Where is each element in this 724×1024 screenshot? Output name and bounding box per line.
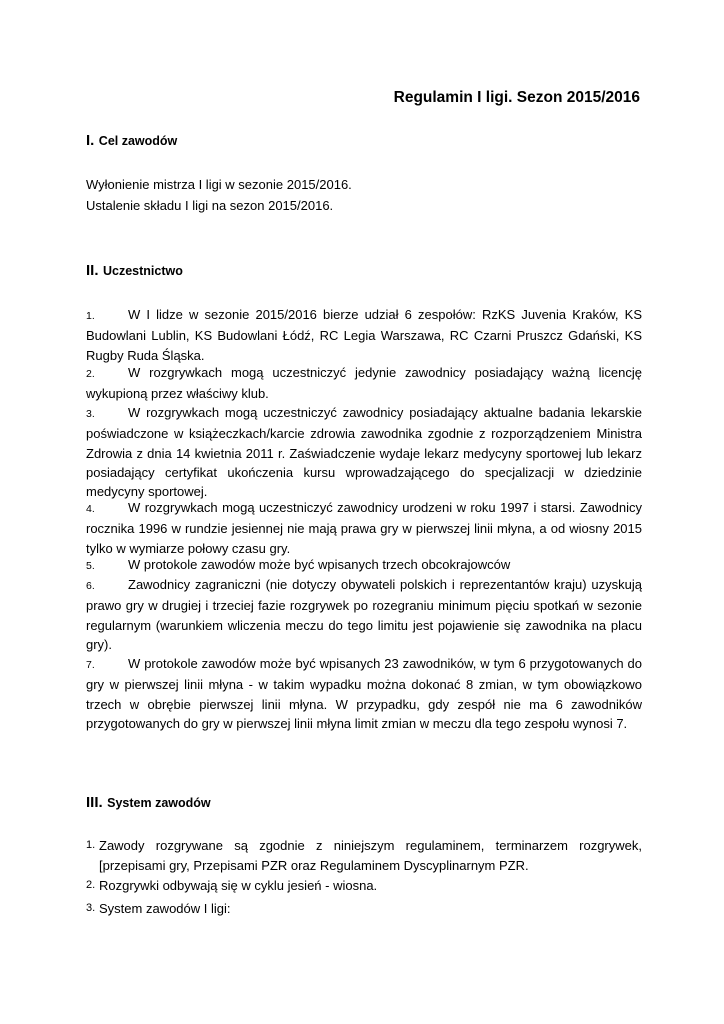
list-item <box>86 836 642 875</box>
section-heading-3 <box>86 794 211 812</box>
item-number: 1. <box>86 839 96 851</box>
section-number: II. <box>86 262 99 279</box>
item-text: W I lidze w sezonie 2015/2016 bierze udział 6 zespołów: RzKS Juvenia Kraków, KS Budowlani Lublin, KS Budowlani Łódź, RC Legia Warszawa, RC Czarni Pruszcz Gdański, KS Rugby Ruda Śląska. <box>86 307 642 363</box>
section-heading-1 <box>86 132 177 150</box>
item-text: Rozgrywki odbywają się w cyklu jesień - wiosna. <box>99 878 378 893</box>
list-item <box>86 575 642 654</box>
paragraph-line: Ustalenie składu I ligi na sezon 2015/2016. <box>86 198 334 213</box>
item-number: 1. <box>86 310 95 322</box>
item-number: 5. <box>86 560 95 572</box>
list-item <box>86 899 642 919</box>
item-text: Zawody rozgrywane są zgodnie z niniejszym regulaminem, terminarzem rozgrywek, [przepisami gry, Przepisami PZR oraz Regulaminem Dyscyplinarnym PZR. <box>99 838 642 873</box>
section-heading-2 <box>86 262 183 280</box>
section-number: III. <box>86 794 103 811</box>
list-item <box>86 403 642 501</box>
paragraph-line: Wyłonienie mistrza I ligi w sezonie 2015/2016. <box>86 177 352 192</box>
item-text: W protokole zawodów może być wpisanych 23 zawodników, w tym 6 przygotowanych do gry w pierwszej linii młyna - w takim wypadku można dokonać 8 zmian, w tym obowiązkowo trzech w obrębie pierwszej linii młyna. W przypadku, gdy zespół nie ma 6 zawodników przygotowanych do gry w pierwszej linii młyna limit zmian w meczu dla tego zespołu wynosi 7. <box>86 656 642 731</box>
item-text: W rozgrywkach mogą uczestniczyć zawodnicy urodzeni w roku 1997 i starsi. Zawodnicy rocznika 1996 w rundzie jesiennej nie mają prawa gry w pierwszej linii młyna, a od wiosny 2015 tylko w wymiarze połowy czasu gry. <box>86 500 642 556</box>
item-text: W rozgrywkach mogą uczestniczyć jedynie zawodnicy posiadający ważną licencję wykupioną przez właściwy klub. <box>86 365 642 402</box>
item-text: W protokole zawodów może być wpisanych trzech obcokrajowców <box>128 557 511 572</box>
document-title: Regulamin I ligi. Sezon 2015/2016 <box>393 89 640 106</box>
list-item <box>86 305 642 365</box>
section-title: Cel zawodów <box>98 134 178 148</box>
item-number: 6. <box>86 580 95 592</box>
item-number: 3. <box>86 902 96 914</box>
list-item <box>86 498 642 558</box>
item-number: 3. <box>86 408 95 420</box>
item-number: 4. <box>86 503 95 515</box>
list-item <box>86 555 642 576</box>
item-text: W rozgrywkach mogą uczestniczyć zawodnicy posiadający aktualne badania lekarskie poświadczone w książeczkach/karcie zdrowia zawodnika zgodnie z rozporządzeniem Ministra Zdrowia z dnia 14 kwietnia 2011 r. Zaświadczenie wydaje lekarz medycyny sportowej lub lekarz posiadający certyfikat ukończenia kursu wprowadzającego do specjalizacji w dziedzinie medycyny sportowej. <box>86 405 642 500</box>
list-item <box>86 363 642 404</box>
section-number: I. <box>86 132 95 149</box>
list-item <box>86 876 642 896</box>
section-title: Uczestnictwo <box>102 264 183 278</box>
item-text: System zawodów I ligi: <box>99 901 231 916</box>
item-number: 7. <box>86 659 95 671</box>
item-text: Zawodnicy zagraniczni (nie dotyczy obywateli polskich i reprezentantów kraju) uzyskują prawo gry w drugiej i trzeciej fazie rozgrywek po rozegraniu minimum pięciu spotkań w sezonie regularnym (warunkiem wliczenia meczu do tego limitu jest pojawienie się zawodnika na placu gry). <box>86 577 642 652</box>
item-number: 2. <box>86 879 96 891</box>
section-title: System zawodów <box>107 796 211 810</box>
list-item <box>86 654 642 733</box>
item-number: 2. <box>86 368 95 380</box>
